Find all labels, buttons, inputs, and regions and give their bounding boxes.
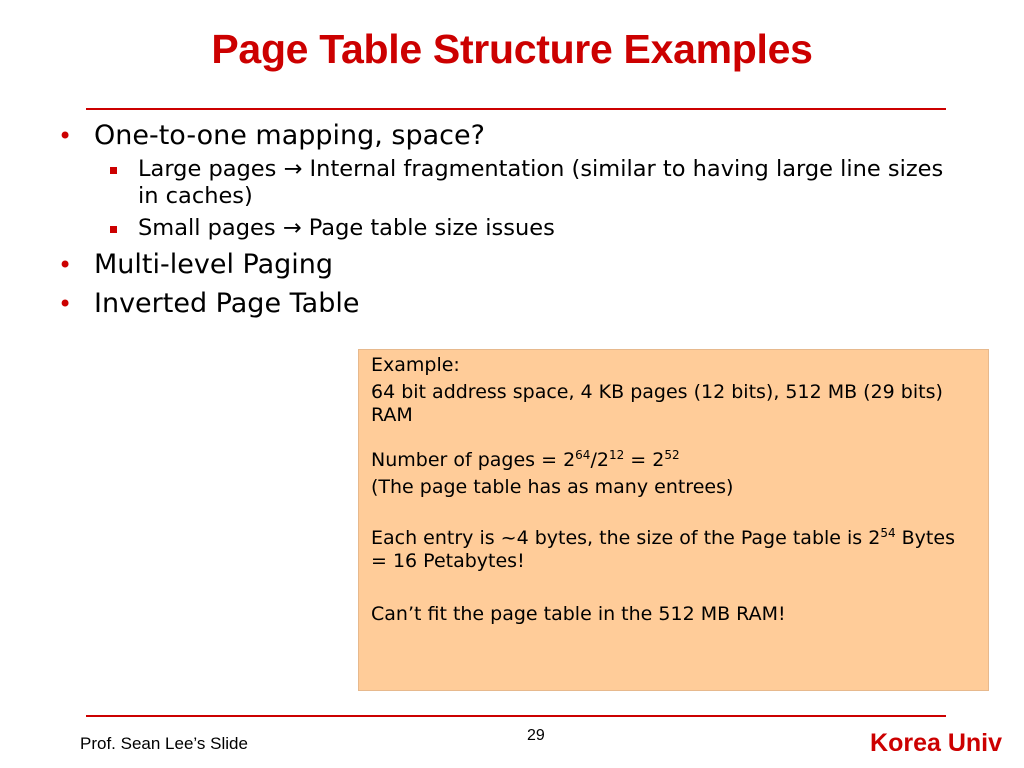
num-pages-eq: = 2 [624, 449, 665, 471]
square-bullet-icon [110, 167, 117, 174]
sub-bullet-before: Small pages [138, 215, 276, 241]
bullet-item-3 [58, 286, 958, 322]
example-line-conclusion: Can’t fit the page table in the 512 MB RAM! [371, 603, 786, 625]
num-pages-prefix: Number of pages = 2 [371, 449, 576, 471]
example-box [358, 349, 989, 691]
page-number: 29 [527, 727, 545, 744]
bullet-text: Multi-level Paging [94, 249, 334, 280]
sub-bullet-list [58, 156, 958, 242]
sub-bullet-before: Large pages [138, 156, 277, 182]
sub-bullet-item-1 [58, 156, 958, 210]
sub-bullet-item-2 [58, 215, 958, 242]
example-line-entry-size [371, 527, 976, 573]
num-pages-exp1: 64 [575, 448, 591, 462]
right-arrow-icon: → [282, 215, 302, 241]
example-heading: Example: [371, 354, 460, 376]
sub-bullet-after: Page table size issues [308, 215, 555, 241]
bullet-item-2 [58, 247, 958, 283]
footer-university: Korea Univ [870, 729, 1002, 757]
num-pages-exp2: 12 [608, 448, 625, 462]
bullet-dot-icon: • [58, 290, 73, 318]
example-line-address-space: 64 bit address space, 4 KB pages (12 bits), 512 MB (29 bits) RAM [371, 381, 943, 426]
num-pages-exp3: 52 [664, 448, 680, 462]
title-divider [86, 108, 946, 110]
slide-title: Page Table Structure Examples [211, 26, 813, 72]
bullet-text: Inverted Page Table [94, 288, 360, 319]
example-line-entrees: (The page table has as many entrees) [371, 476, 734, 498]
square-bullet-icon [110, 226, 117, 233]
bullet-text: One-to-one mapping, space? [94, 120, 485, 151]
entry-size-exp: 54 [880, 526, 896, 540]
example-line-num-pages [371, 449, 976, 472]
footer-author: Prof. Sean Lee’s Slide [80, 734, 248, 753]
sub-bullet-after: Internal fragmentation (similar to having large line sizes in caches) [138, 156, 944, 209]
bullet-dot-icon: • [58, 251, 73, 279]
entry-size-prefix: Each entry is ~4 bytes, the size of the Page table is 2 [371, 527, 881, 549]
num-pages-div: /2 [590, 449, 609, 471]
right-arrow-icon: → [283, 156, 303, 182]
bullet-dot-icon: • [58, 122, 73, 150]
bullet-list [58, 118, 958, 322]
entry-size-suffix: Bytes = 16 Petabytes! [371, 527, 955, 572]
bullet-item-1 [58, 118, 958, 154]
footer-divider [86, 715, 946, 717]
